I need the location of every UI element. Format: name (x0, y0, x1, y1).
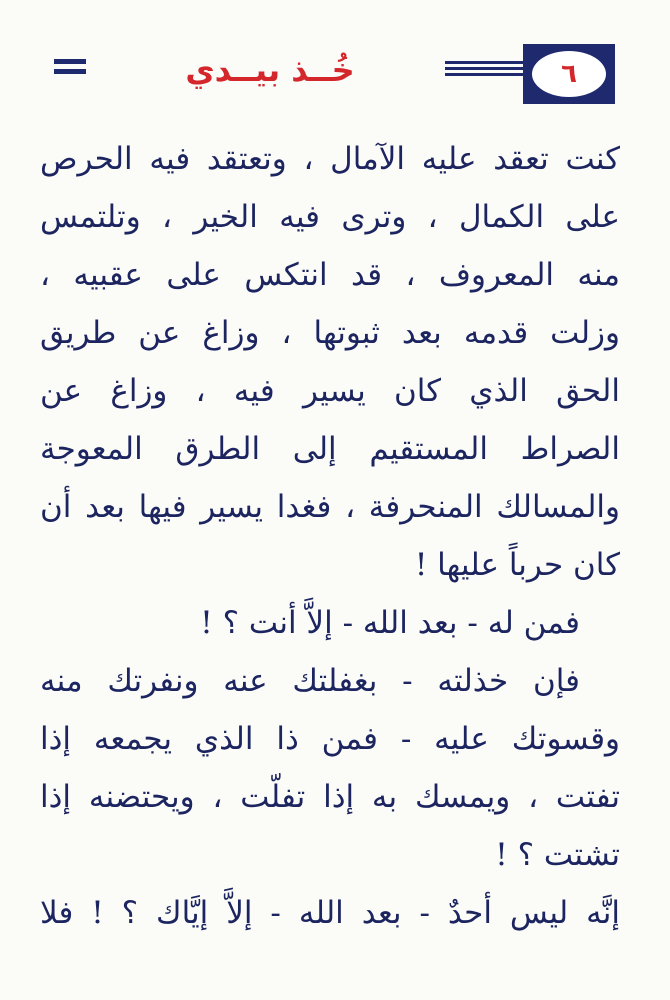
text-line: تشتت ؟ ! (495, 837, 620, 873)
page-number: ٦ (532, 51, 606, 97)
header-mark-top (54, 59, 86, 64)
running-title: خُــذ بيــدي (185, 51, 355, 89)
text-line: الصراط المستقيم إلى الطرق المعوجة (40, 431, 620, 467)
text-line: إنَّه ليس أحدٌ - بعد الله - إلاَّ إيَّاك ؟ ! فلا (40, 895, 620, 931)
text-line: فإن خذلته - بغفلتك عنه ونفرتك منه (40, 663, 580, 699)
body-text (40, 130, 620, 942)
header-rule (445, 61, 525, 64)
header-rule (445, 73, 525, 76)
text-line: على الكمال ، وترى فيه الخير ، وتلتمس (40, 199, 620, 235)
text-line: الحق الذي كان يسير فيه ، وزاغ عن (40, 373, 620, 409)
text-line: كنت تعقد عليه الآمال ، وتعتقد فيه الحرص (40, 141, 620, 177)
page-header (0, 0, 670, 110)
text-line: كان حرباً عليها ! (414, 547, 620, 583)
text-line: فمن له - بعد الله - إلاَّ أنت ؟ ! (200, 605, 580, 641)
header-rule (445, 67, 525, 70)
text-line: والمسالك المنحرفة ، فغدا يسير فيها بعد أن (40, 489, 620, 525)
text-line: تفتت ، ويمسك به إذا تفلّت ، ويحتضنه إذا (40, 779, 620, 815)
header-mark-bottom (54, 69, 86, 74)
text-line: وقسوتك عليه - فمن ذا الذي يجمعه إذا (40, 721, 620, 757)
text-line: وزلت قدمه بعد ثبوتها ، وزاغ عن طريق (40, 315, 620, 351)
text-line: منه المعروف ، قد انتكس على عقبيه ، (40, 257, 620, 293)
